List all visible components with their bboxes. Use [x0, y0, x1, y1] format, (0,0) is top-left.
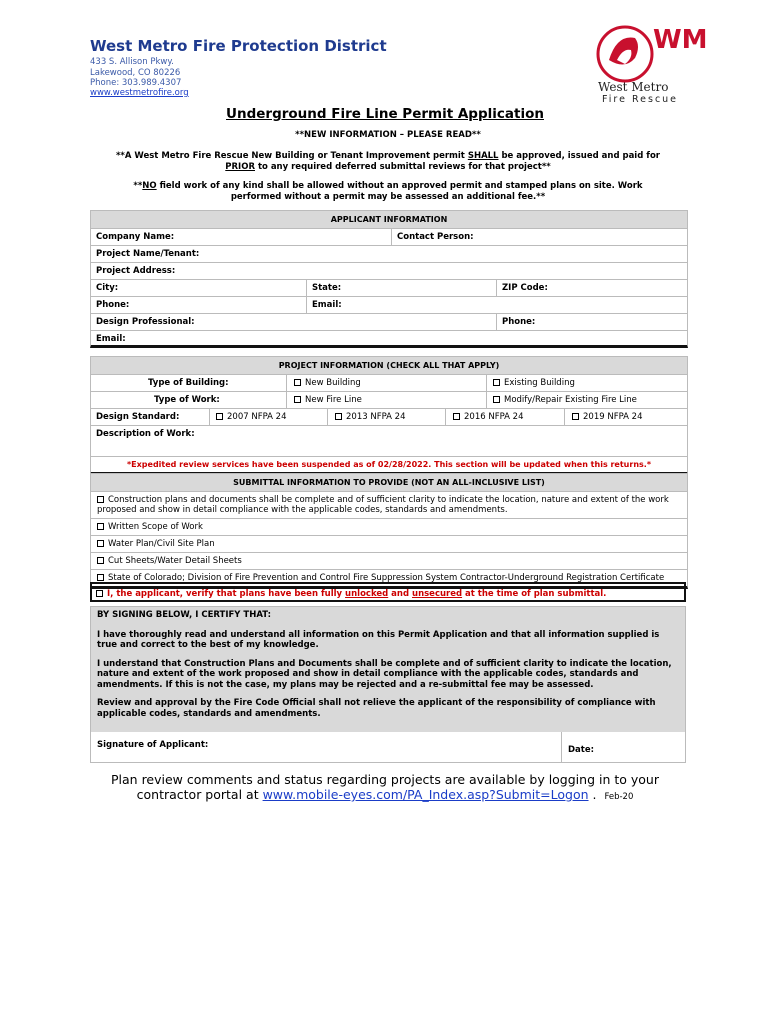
checkbox-icon	[97, 557, 104, 564]
certification-section	[90, 606, 686, 763]
certify-heading: BY SIGNING BELOW, I CERTIFY THAT:	[97, 610, 271, 620]
contractor-portal-link[interactable]: www.mobile-eyes.com/PA_Index.asp?Submit=Logon	[262, 787, 589, 802]
footer-line-1: Plan review comments and status regarding projects are available by logging in to your	[111, 772, 659, 787]
logo-mark: WM	[653, 25, 708, 55]
checkbox-icon	[97, 574, 104, 581]
checkbox-icon	[294, 396, 301, 403]
submittal-information-section	[90, 473, 688, 589]
date-field[interactable]: Date:	[568, 745, 595, 755]
submittal-item-water-plan[interactable]: Water Plan/Civil Site Plan	[91, 535, 687, 552]
checkbox-icon	[572, 413, 579, 420]
state-field[interactable]: State:	[312, 283, 342, 293]
logo-text-fire-rescue: Fire Rescue	[602, 94, 679, 105]
checkbox-icon	[453, 413, 460, 420]
description-of-work-field[interactable]: Description of Work:	[96, 429, 195, 439]
checkbox-icon	[335, 413, 342, 420]
submittal-item-construction-plans[interactable]: Construction plans and documents shall be complete and of sufficient clarity to indicate the location, nature and extent of the work proposed and show in detail compliance with the applicable codes, standards and amendments.	[91, 491, 687, 518]
submittal-item-scope[interactable]: Written Scope of Work	[91, 518, 687, 535]
new-fire-line-checkbox[interactable]: New Fire Line	[294, 395, 362, 405]
design-standard-label: Design Standard:	[96, 412, 180, 422]
checkbox-icon	[97, 540, 104, 547]
certify-paragraph-2: I understand that Construction Plans and Documents shall be complete and of sufficient clarity to indicate the location, nature and extent of the work proposed and show in detail compliance with the applicable codes, standards and amendments. If this is not the case, my plans may be rejected and a re-submittal fee may be assessed.	[97, 658, 672, 690]
new-information-notice: **NEW INFORMATION – PLEASE READ**	[295, 130, 481, 140]
nfpa-2019-checkbox[interactable]: 2019 NFPA 24	[572, 412, 643, 422]
new-building-checkbox[interactable]: New Building	[294, 378, 361, 388]
permit-notice: **A West Metro Fire Rescue New Building or Tenant Improvement permit SHALL be approved, issued and paid for PRIOR to any required deferred submittal reviews for that project**	[115, 151, 660, 172]
submittal-item-cut-sheets[interactable]: Cut Sheets/Water Detail Sheets	[91, 552, 687, 569]
type-of-building-label: Type of Building:	[148, 378, 229, 388]
submittal-section-header: SUBMITTAL INFORMATION TO PROVIDE (NOT AN ALL-INCLUSIVE LIST)	[91, 474, 687, 491]
checkbox-icon	[493, 396, 500, 403]
checkbox-icon	[294, 379, 301, 386]
certify-paragraph-1: I have thoroughly read and understand all information on this Permit Application and that all information supplied is true and correct to the best of my knowledge.	[97, 629, 660, 650]
design-professional-email-field[interactable]: Email:	[96, 334, 126, 344]
signature-field[interactable]: Signature of Applicant:	[97, 740, 209, 750]
website-link[interactable]: www.westmetrofire.org	[90, 88, 189, 98]
phone-line: Phone: 303.989.4307	[90, 78, 182, 88]
form-date-code: Feb-20	[604, 792, 634, 802]
checkbox-icon	[97, 496, 104, 503]
nfpa-2013-checkbox[interactable]: 2013 NFPA 24	[335, 412, 406, 422]
checkbox-icon	[493, 379, 500, 386]
project-information-section	[90, 356, 688, 475]
city-field[interactable]: City:	[96, 283, 119, 293]
checkbox-icon	[96, 590, 103, 597]
submittal-item-registration[interactable]: State of Colorado; Division of Fire Prevention and Control Fire Suppression System Contractor-Underground Registration Certificate	[91, 569, 687, 586]
design-professional-phone-field[interactable]: Phone:	[502, 317, 536, 327]
applicant-section-header: APPLICANT INFORMATION	[91, 211, 687, 228]
nfpa-2007-checkbox[interactable]: 2007 NFPA 24	[216, 412, 287, 422]
project-section-header: PROJECT INFORMATION (CHECK ALL THAT APPLY)	[91, 357, 687, 374]
type-of-work-label: Type of Work:	[154, 395, 220, 405]
zip-code-field[interactable]: ZIP Code:	[502, 283, 548, 293]
field-work-notice: **NO field work of any kind shall be allowed without an approved permit and stamped plans on site. Work performed without a permit may be assessed an additional fee.**	[133, 181, 643, 202]
address-line1: 433 S. Allison Pkwy.	[90, 57, 174, 67]
project-address-field[interactable]: Project Address:	[96, 266, 176, 276]
project-name-field[interactable]: Project Name/Tenant:	[96, 249, 200, 259]
verify-unlocked-checkbox[interactable]: I, the applicant, verify that plans have been fully unlocked and unsecured at the time of plan submittal.	[90, 582, 686, 602]
footer-line-2: contractor portal at www.mobile-eyes.com/PA_Index.asp?Submit=Logon . Feb-20	[136, 787, 634, 802]
nfpa-2016-checkbox[interactable]: 2016 NFPA 24	[453, 412, 524, 422]
design-professional-field[interactable]: Design Professional:	[96, 317, 195, 327]
applicant-information-section	[90, 210, 688, 348]
email-field[interactable]: Email:	[312, 300, 342, 310]
logo-text-west-metro: West Metro	[598, 80, 669, 94]
address-line2: Lakewood, CO 80226	[90, 68, 181, 78]
phone-field[interactable]: Phone:	[96, 300, 130, 310]
page-title: Underground Fire Line Permit Application	[226, 106, 544, 122]
expedited-review-notice: *Expedited review services have been suspended as of 02/28/2022. This section will be updated when this returns.*	[126, 460, 652, 469]
organization-name: West Metro Fire Protection District	[90, 37, 387, 55]
contact-person-field[interactable]: Contact Person:	[397, 232, 474, 242]
existing-building-checkbox[interactable]: Existing Building	[493, 378, 575, 388]
company-name-field[interactable]: Company Name:	[96, 232, 175, 242]
modify-repair-checkbox[interactable]: Modify/Repair Existing Fire Line	[493, 395, 637, 405]
checkbox-icon	[216, 413, 223, 420]
checkbox-icon	[97, 523, 104, 530]
certify-paragraph-3: Review and approval by the Fire Code Official shall not relieve the applicant of the responsibility of compliance with applicable codes, standards and amendments.	[97, 698, 656, 719]
